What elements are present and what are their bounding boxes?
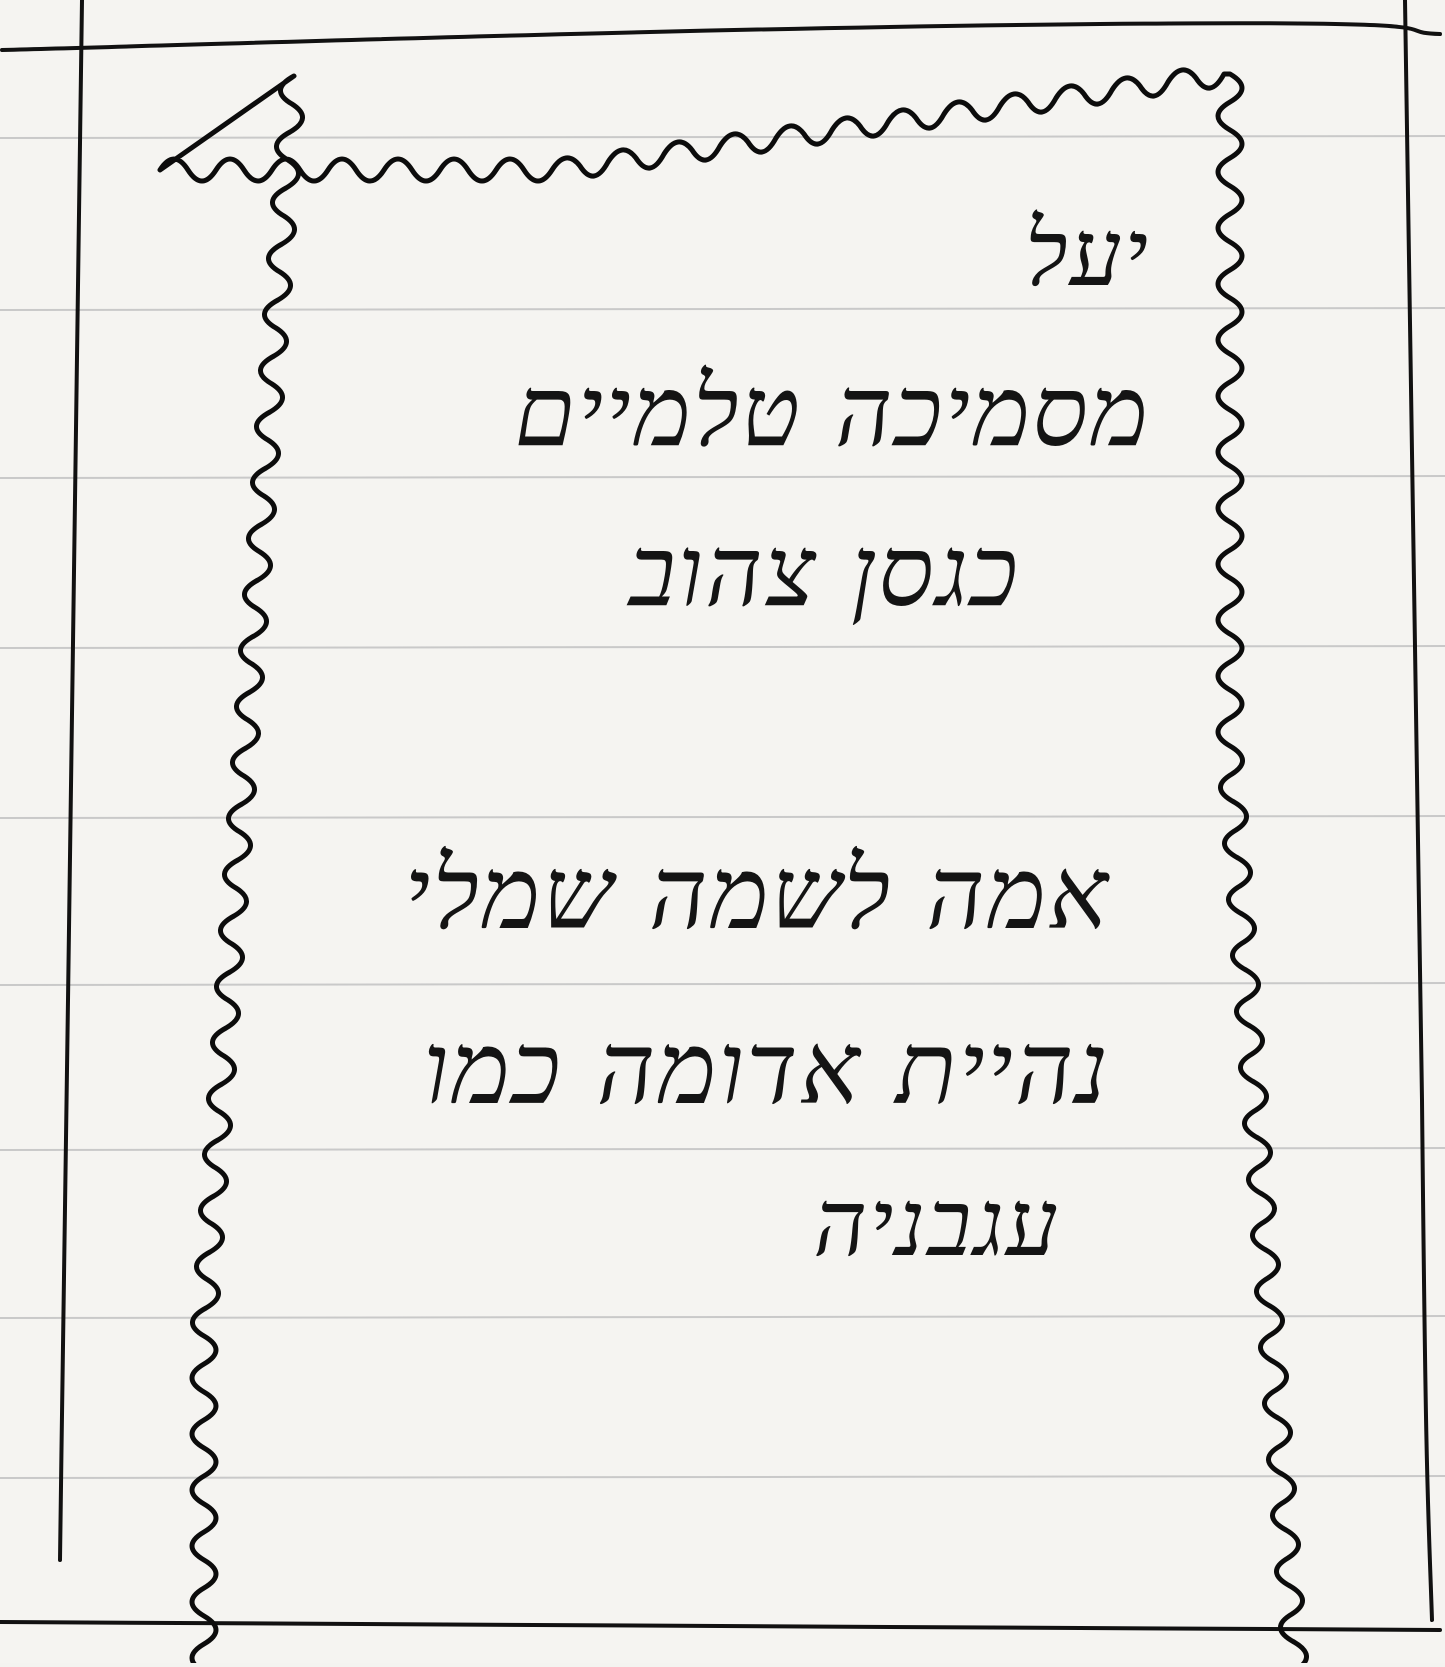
note-line-name: יעל xyxy=(1024,200,1150,307)
note-line-3: כגסן צהוב xyxy=(628,515,1020,629)
note-line-4: אמה לשמה שמלי xyxy=(404,835,1110,952)
note-line-6: עגבניה xyxy=(813,1170,1060,1277)
note-line-2: מסמיכה טלמיים xyxy=(514,355,1150,469)
note-line-5: נהיית אדומה כמו xyxy=(423,1010,1110,1127)
handwritten-note xyxy=(250,180,1170,1330)
